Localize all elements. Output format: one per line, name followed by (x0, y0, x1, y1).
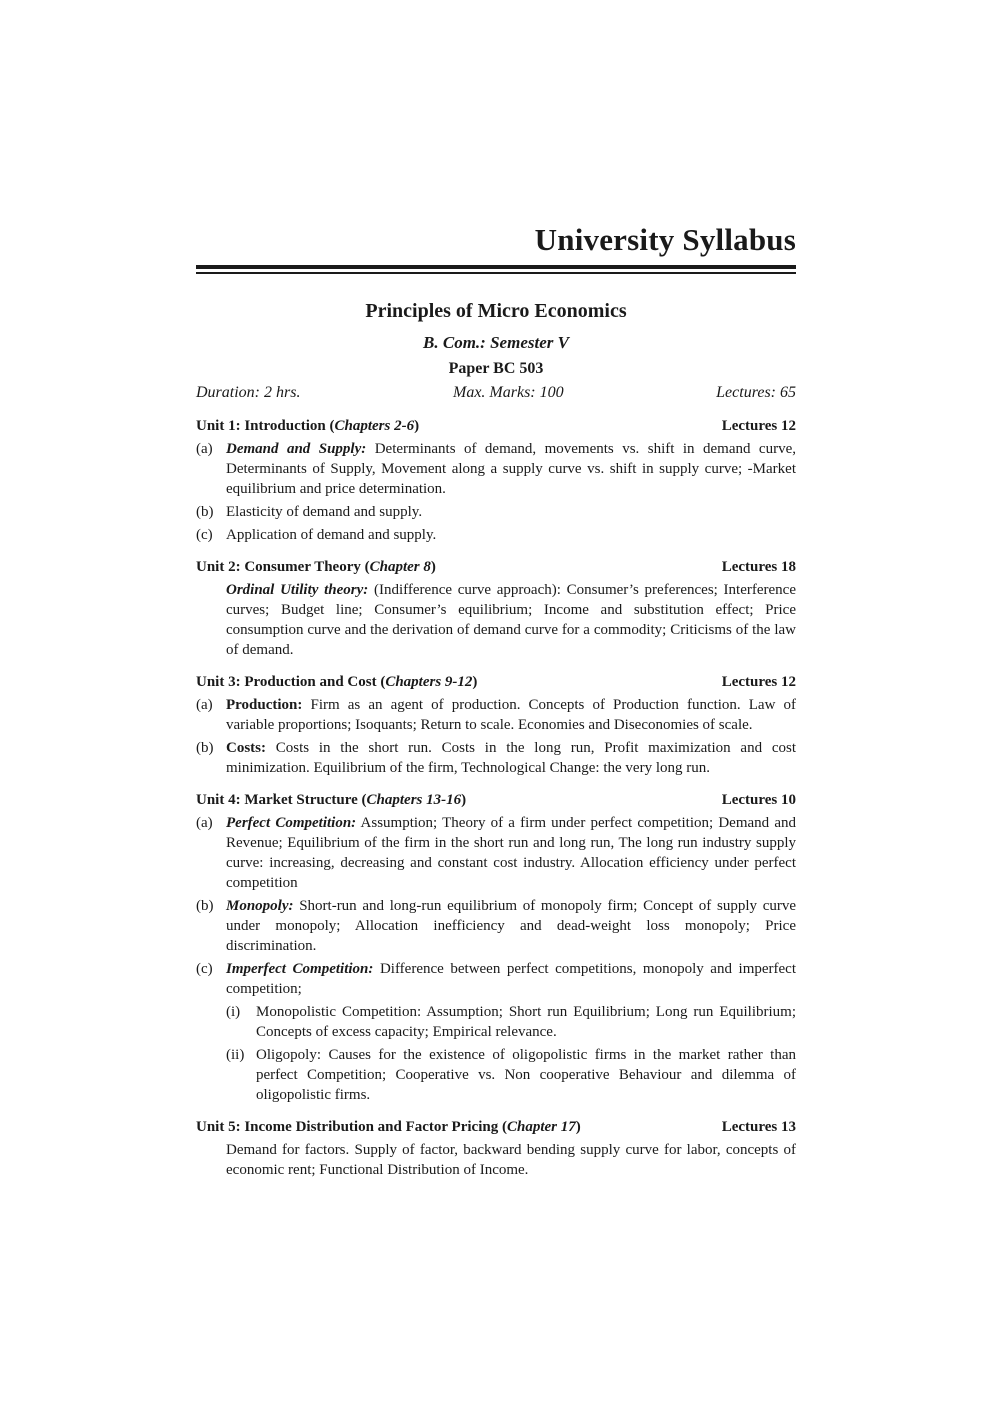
unit-heading (196, 790, 796, 810)
max-marks: Max. Marks: 100 (452, 384, 564, 401)
unit-paragraph: Demand for factors. Supply of factor, backward bending supply curve for labor, concepts of economic rent; Functional Distribution of Income. (226, 1142, 796, 1178)
unit-lectures: Lectures 18 (721, 559, 796, 575)
program-label: B. Com.: Semester V (423, 333, 569, 352)
paper-code: Paper BC 503 (448, 360, 544, 377)
unit-2 (196, 557, 796, 660)
duration: Duration: 2 hrs. (196, 384, 301, 401)
heading-rule-thin (196, 272, 796, 274)
list-item: (c) Application of demand and supply. (196, 527, 437, 543)
list-item: (b) Elasticity of demand and supply. (196, 504, 423, 520)
syllabus-page (196, 220, 796, 1180)
unit-heading (196, 672, 796, 692)
unit-lectures: Lectures 10 (721, 792, 796, 808)
unit-4 (196, 790, 796, 1105)
unit-title: Unit 5: Income Distribution and Factor Pricing (Chapter 17) (196, 1119, 581, 1135)
unit-heading (196, 557, 796, 577)
unit-lectures: Lectures 13 (721, 1119, 796, 1135)
page-title: University Syllabus (534, 222, 796, 257)
unit-title: Unit 2: Consumer Theory (Chapter 8) (196, 559, 436, 575)
unit-title: Unit 4: Market Structure (Chapters 13-16) (196, 792, 467, 808)
unit-3 (196, 672, 796, 778)
unit-1 (196, 416, 796, 545)
unit-5 (196, 1117, 796, 1180)
total-lectures: Lectures: 65 (716, 384, 796, 401)
list-item: (a) Perfect Competition: Assumption; Theory of a firm under perfect competition; Demand and Revenue; Equilibrium of the firm in the short run and long run, The long run industry supply curve: increasing, decreasing and constant cost industry. Allocation efficiency under perfect competition (196, 815, 796, 891)
list-subitem: (i) Monopolistic Competition: Assumption; Short run Equilibrium; Long run Equilibrium; Concepts of excess capacity; Empirical relevance. (226, 1004, 796, 1040)
list-item: (b) Costs: Costs in the short run. Costs in the long run, Profit maximization and cost minimization. Equilibrium of the firm, Technological Change: the very long run. (196, 740, 796, 776)
course-meta-row (196, 382, 796, 404)
unit-lectures: Lectures 12 (721, 418, 796, 434)
list-item: (c) Imperfect Competition: Difference between perfect competitions, monopoly and imperfect competition; (196, 961, 796, 997)
list-item: (b) Monopoly: Short-run and long-run equilibrium of monopoly firm; Concept of supply curve under monopoly; Allocation inefficiency and dead-weight loss monopoly; Price discrimination. (196, 898, 796, 954)
unit-heading (196, 416, 796, 436)
unit-heading (196, 1117, 796, 1137)
course-title: Principles of Micro Economics (365, 300, 627, 322)
unit-title: Unit 1: Introduction (Chapters 2-6) (196, 418, 420, 434)
list-item: (a) Production: Firm as an agent of production. Concepts of Production function. Law of variable proportions; Isoquants; Return to scale. Economies and Diseconomies of scale. (196, 697, 796, 733)
list-item: (a) Demand and Supply: Determinants of demand, movements vs. shift in demand curve, Determinants of Supply, Movement along a supply curve vs. shift in supply curve; -Market equilibrium and price determination. (196, 441, 796, 497)
list-subitem: (ii) Oligopoly: Causes for the existence of oligopolistic firms in the market rather than perfect Competition; Cooperative vs. Non cooperative Behaviour and dilemma of oligopolistic firms. (226, 1047, 796, 1103)
unit-paragraph: Ordinal Utility theory: (Indifference curve approach): Consumer’s preferences; Interference curves; Budget line; Consumer’s equilibrium; Income and substitution effect; Price consumption curve and the derivation of demand curve for a commodity; Criticisms of the law of demand. (226, 582, 796, 658)
unit-lectures: Lectures 12 (721, 674, 796, 690)
unit-title: Unit 3: Production and Cost (Chapters 9-12) (196, 674, 478, 690)
heading-rule-thick (196, 265, 796, 269)
